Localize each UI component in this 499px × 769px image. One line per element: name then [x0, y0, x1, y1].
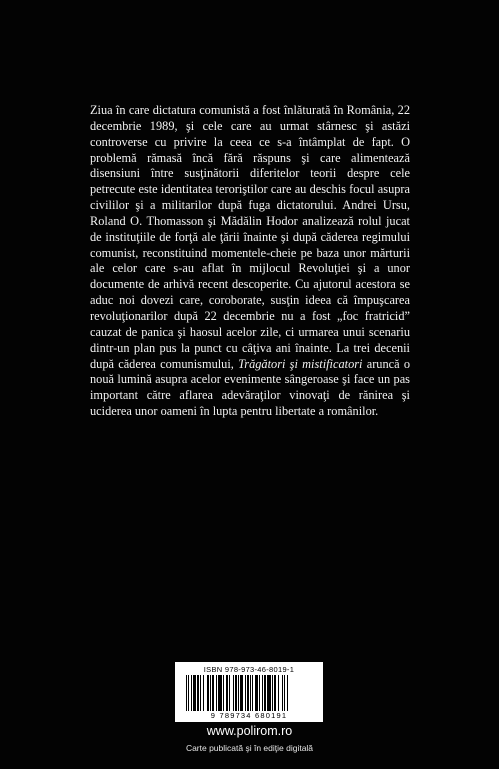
publisher-website: www.polirom.ro	[206, 724, 293, 738]
barcode-bar	[186, 675, 187, 711]
barcode-bar	[267, 675, 271, 711]
barcode-bar	[287, 675, 288, 711]
barcode-bar	[255, 675, 258, 711]
barcode-bar	[200, 675, 201, 711]
barcode-bars	[186, 675, 312, 711]
blurb-text-block	[90, 103, 410, 420]
barcode-bar	[282, 675, 283, 711]
barcode-bar	[240, 675, 243, 711]
barcode-bar	[188, 675, 189, 711]
barcode-bar	[284, 675, 285, 711]
barcode-bar	[235, 675, 237, 711]
barcode-bar	[218, 675, 222, 711]
barcode-bar	[278, 675, 279, 711]
blurb-part-1: Ziua în care dictatura comunistă a fost înlăturată în România, 22 decembrie 1989, şi cele care au urmat stârnesc şi astăzi controverse cu privire la ceea ce s-a întâmplat de fapt. O problemă rămasă încă fără răspuns şi care alimentează disensiuni între susţinătorii diferitelor teorii despre cele petrecute este identitatea teroriştilor care au deschis focul asupra civililor şi a militarilor după fuga dictatorului. Andrei Ursu, Roland O. Thomasson şi Mădălin Hodor analizează rolul jucat de instituţiile de forţă ale ţării înainte şi după căderea regimului comunist, reconstituind momentele-cheie pe baza unor mărturii ale celor care s-au aflat în mijlocul Revoluţiei şi a unor documente de arhivă recent descoperite. Cu ajutorul acestora se aduc noi dovezi care, coroborate, susţin ideea că împuşcarea revoluţionarilor după 22 decembrie nu a fost „foc fratricid” cauzat de panica şi haosul acelor zile, ci urmarea unui scenariu dintr-un plan pus la punct cu câţiva ani înainte. La trei decenii după căderea comunismului,	[90, 103, 410, 371]
barcode-bar	[193, 675, 196, 711]
barcode-bar	[247, 675, 249, 711]
barcode-bar	[259, 675, 260, 711]
digital-edition-note: Carte publicată şi în ediţie digitală	[185, 743, 314, 753]
blurb-part-2: aruncă o nouă lumină asupra acelor evenimente sângeroase şi face un pas important către aflarea adevăraţilor vinovaţi de rănirea şi uciderea unor oameni în lupta pentru libertate a românilor.	[90, 356, 411, 419]
blurb-paragraph	[90, 103, 410, 420]
blurb-book-title: Trăgători şi mistificatori	[238, 356, 363, 371]
barcode-bar	[274, 675, 276, 711]
barcode-bar	[233, 675, 234, 711]
barcode-bar	[197, 675, 199, 711]
barcode-bar	[262, 675, 263, 711]
barcode-bar	[252, 675, 253, 711]
barcode-bar	[203, 675, 204, 711]
isbn-text: ISBN 978-973-46-8019-1	[203, 665, 295, 674]
barcode-bar	[272, 675, 273, 711]
barcode-digits: 9 789734 680191	[210, 711, 288, 720]
barcode-bar	[223, 675, 224, 711]
barcode-box	[175, 662, 323, 722]
barcode-bar	[216, 675, 217, 711]
barcode-bar	[212, 675, 214, 711]
barcode-bar	[207, 675, 209, 711]
barcode-bar	[250, 675, 251, 711]
barcode-bar	[264, 675, 266, 711]
barcode-bar	[238, 675, 239, 711]
barcode-bar	[229, 675, 230, 711]
barcode-bar	[210, 675, 211, 711]
barcode-bar	[245, 675, 246, 711]
barcode-bar	[226, 675, 228, 711]
barcode-bar	[191, 675, 192, 711]
